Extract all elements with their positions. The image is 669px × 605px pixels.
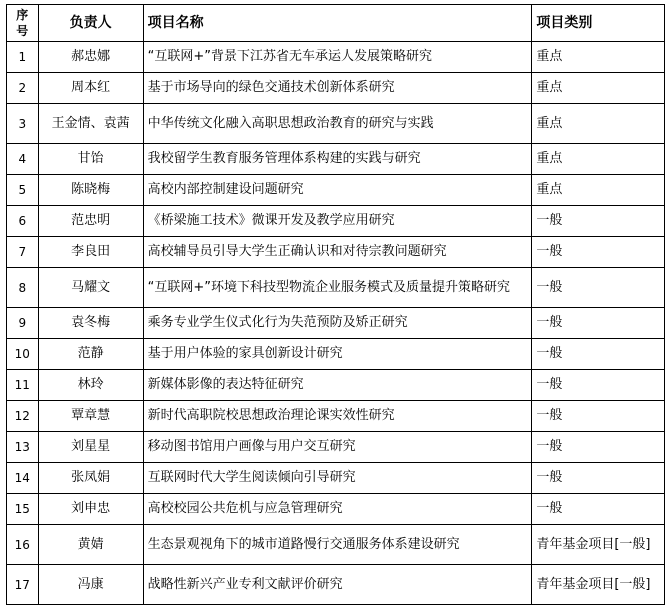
- row-project-cell: “互联网+”背景下江苏省无车承运人发展策略研究: [143, 42, 532, 73]
- row-no-cell: 8: [7, 268, 39, 308]
- row-no-cell: 3: [7, 104, 39, 144]
- table-row: [7, 339, 665, 370]
- header-project: 项目名称: [143, 5, 532, 42]
- table-row: [7, 175, 665, 206]
- row-no-cell: 1: [7, 42, 39, 73]
- row-no-cell: 2: [7, 73, 39, 104]
- row-no-cell: 11: [7, 370, 39, 401]
- header-type: 项目类别: [532, 5, 665, 42]
- row-no-cell: 4: [7, 144, 39, 175]
- table-row: [7, 370, 665, 401]
- row-name-cell: 陈晓梅: [38, 175, 143, 206]
- row-name-cell: 王金情、袁茜: [38, 104, 143, 144]
- row-type-cell: 青年基金项目[一般]: [532, 525, 665, 565]
- row-type-cell: 一般: [532, 268, 665, 308]
- row-project-cell: 互联网时代大学生阅读倾向引导研究: [143, 463, 532, 494]
- row-name-cell: 黄婧: [38, 525, 143, 565]
- row-type-cell: 一般: [532, 308, 665, 339]
- row-project-cell: 新媒体影像的表达特征研究: [143, 370, 532, 401]
- project-table: [6, 4, 665, 605]
- row-name-cell: 刘申忠: [38, 494, 143, 525]
- row-name-cell: 覃章慧: [38, 401, 143, 432]
- table-row: [7, 237, 665, 268]
- row-project-cell: 新时代高职院校思想政治理论课实效性研究: [143, 401, 532, 432]
- table-row: [7, 73, 665, 104]
- row-type-cell: 重点: [532, 42, 665, 73]
- row-project-cell: 基于市场导向的绿色交通技术创新体系研究: [143, 73, 532, 104]
- table-row: [7, 308, 665, 339]
- row-project-cell: 中华传统文化融入高职思想政治教育的研究与实践: [143, 104, 532, 144]
- row-project-cell: 生态景观视角下的城市道路慢行交通服务体系建设研究: [143, 525, 532, 565]
- row-name-cell: 李良田: [38, 237, 143, 268]
- row-type-cell: 一般: [532, 463, 665, 494]
- row-project-cell: 《桥梁施工技术》微课开发及教学应用研究: [143, 206, 532, 237]
- table-row: [7, 525, 665, 565]
- row-no-cell: 15: [7, 494, 39, 525]
- header-row: [7, 5, 665, 42]
- row-project-cell: 移动图书馆用户画像与用户交互研究: [143, 432, 532, 463]
- table-row: [7, 206, 665, 237]
- row-no-cell: 7: [7, 237, 39, 268]
- row-no-cell: 14: [7, 463, 39, 494]
- row-name-cell: 张凤娟: [38, 463, 143, 494]
- row-type-cell: 一般: [532, 206, 665, 237]
- row-project-cell: “互联网+”环境下科技型物流企业服务模式及质量提升策略研究: [143, 268, 532, 308]
- row-no-cell: 16: [7, 525, 39, 565]
- row-name-cell: 刘星星: [38, 432, 143, 463]
- row-type-cell: 重点: [532, 104, 665, 144]
- header-no: 序号: [7, 5, 39, 42]
- row-type-cell: 重点: [532, 73, 665, 104]
- row-project-cell: 我校留学生教育服务管理体系构建的实践与研究: [143, 144, 532, 175]
- row-no-cell: 6: [7, 206, 39, 237]
- row-type-cell: 一般: [532, 339, 665, 370]
- row-name-cell: 范静: [38, 339, 143, 370]
- header-name: 负责人: [38, 5, 143, 42]
- row-type-cell: 一般: [532, 432, 665, 463]
- row-no-cell: 10: [7, 339, 39, 370]
- table-row: [7, 432, 665, 463]
- row-project-cell: 乘务专业学生仪式化行为失范预防及矫正研究: [143, 308, 532, 339]
- row-no-cell: 12: [7, 401, 39, 432]
- table-row: [7, 104, 665, 144]
- table-row: [7, 463, 665, 494]
- table-body: [7, 42, 665, 605]
- row-name-cell: 周本红: [38, 73, 143, 104]
- row-name-cell: 郝忠娜: [38, 42, 143, 73]
- row-type-cell: 一般: [532, 237, 665, 268]
- row-project-cell: 基于用户体验的家具创新设计研究: [143, 339, 532, 370]
- row-type-cell: 青年基金项目[一般]: [532, 565, 665, 605]
- row-type-cell: 一般: [532, 401, 665, 432]
- row-type-cell: 一般: [532, 494, 665, 525]
- row-name-cell: 范忠明: [38, 206, 143, 237]
- row-name-cell: 马耀文: [38, 268, 143, 308]
- row-no-cell: 17: [7, 565, 39, 605]
- row-no-cell: 13: [7, 432, 39, 463]
- row-name-cell: 甘饴: [38, 144, 143, 175]
- table-row: [7, 401, 665, 432]
- row-type-cell: 重点: [532, 144, 665, 175]
- table-row: [7, 268, 665, 308]
- row-project-cell: 高校校园公共危机与应急管理研究: [143, 494, 532, 525]
- row-project-cell: 战略性新兴产业专利文献评价研究: [143, 565, 532, 605]
- table-row: [7, 144, 665, 175]
- row-no-cell: 9: [7, 308, 39, 339]
- row-no-cell: 5: [7, 175, 39, 206]
- table-row: [7, 494, 665, 525]
- row-type-cell: 重点: [532, 175, 665, 206]
- row-name-cell: 袁冬梅: [38, 308, 143, 339]
- table-row: [7, 565, 665, 605]
- row-name-cell: 林玲: [38, 370, 143, 401]
- table-row: [7, 42, 665, 73]
- row-name-cell: 冯康: [38, 565, 143, 605]
- row-project-cell: 高校辅导员引导大学生正确认识和对待宗教问题研究: [143, 237, 532, 268]
- row-type-cell: 一般: [532, 370, 665, 401]
- row-project-cell: 高校内部控制建设问题研究: [143, 175, 532, 206]
